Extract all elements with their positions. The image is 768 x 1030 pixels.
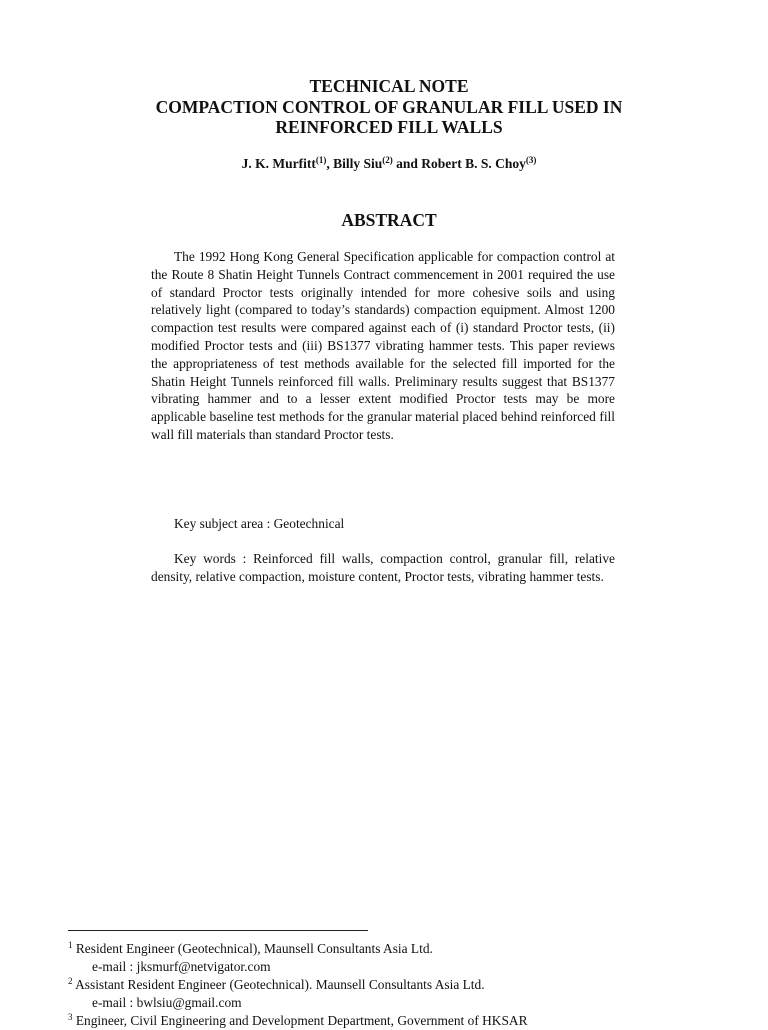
title-line-1: TECHNICAL NOTE — [309, 76, 469, 96]
author-list — [0, 155, 768, 173]
footnote-2-email: e-mail : bwlsiu@gmail.com — [92, 995, 242, 1010]
author-name: Billy Siu — [333, 156, 383, 171]
footnote-2 — [68, 976, 758, 994]
author-separator: and — [392, 156, 422, 171]
title-line-3: REINFORCED FILL WALLS — [275, 117, 503, 137]
footnote-divider — [68, 930, 368, 931]
title-line-2: COMPACTION CONTROL OF GRANULAR FILL USED IN — [155, 96, 623, 117]
footnotes — [68, 940, 758, 1030]
author-separator: , — [326, 156, 334, 171]
footnote-text: Assistant Resident Engineer (Geotechnical). Maunsell Consultants Asia Ltd. — [75, 977, 485, 992]
footnote-3 — [68, 1012, 758, 1030]
footnote-1 — [68, 940, 758, 958]
footnote-number: 2 — [68, 976, 73, 986]
author-name: Robert B. S. Choy — [421, 156, 526, 171]
abstract-heading: ABSTRACT — [341, 210, 437, 230]
author-name: J. K. Murfitt — [241, 156, 316, 171]
footnote-text: Engineer, Civil Engineering and Development Department, Government of HKSAR — [75, 1013, 528, 1028]
footnote-text: Resident Engineer (Geotechnical), Maunsell Consultants Asia Ltd. — [75, 941, 433, 956]
author-affiliation-mark: (3) — [525, 155, 537, 165]
author-affiliation-mark: (1) — [315, 155, 327, 165]
abstract-body: The 1992 Hong Kong General Specification applicable for compaction control at the Route 8 Shatin Height Tunnels Contract commencement in 2001 required the use of standard Proctor tests originally intended for more cohesive soils and using relatively light (compared to today’s standards) compaction equipment. Almost 1200 compaction test results were compared against each of (i) standard Proctor tests, (ii) modified Proctor tests and (iii) BS1377 vibrating hammer tests. This paper reviews the appropriateness of test methods available for the selected fill imported for the Shatin Height Tunnels reinforced fill walls. Preliminary results suggest that BS1377 vibrating hammer and to a lesser extent modified Proctor tests may be more applicable baseline test methods for the granular material placed behind reinforced fill wall fill materials than standard Proctor tests. — [151, 249, 615, 442]
footnote-1-email: e-mail : jksmurf@netvigator.com — [92, 959, 271, 974]
footnote-number: 1 — [68, 940, 73, 950]
key-subject-area: Key subject area : Geotechnical — [174, 516, 345, 531]
paper-title — [0, 76, 768, 138]
footnote-number: 3 — [68, 1012, 73, 1022]
key-words: Key words : Reinforced fill walls, compaction control, granular fill, relative density, relative compaction, moisture content, Proctor tests, vibrating hammer tests. — [151, 551, 615, 584]
author-affiliation-mark: (2) — [382, 155, 393, 165]
